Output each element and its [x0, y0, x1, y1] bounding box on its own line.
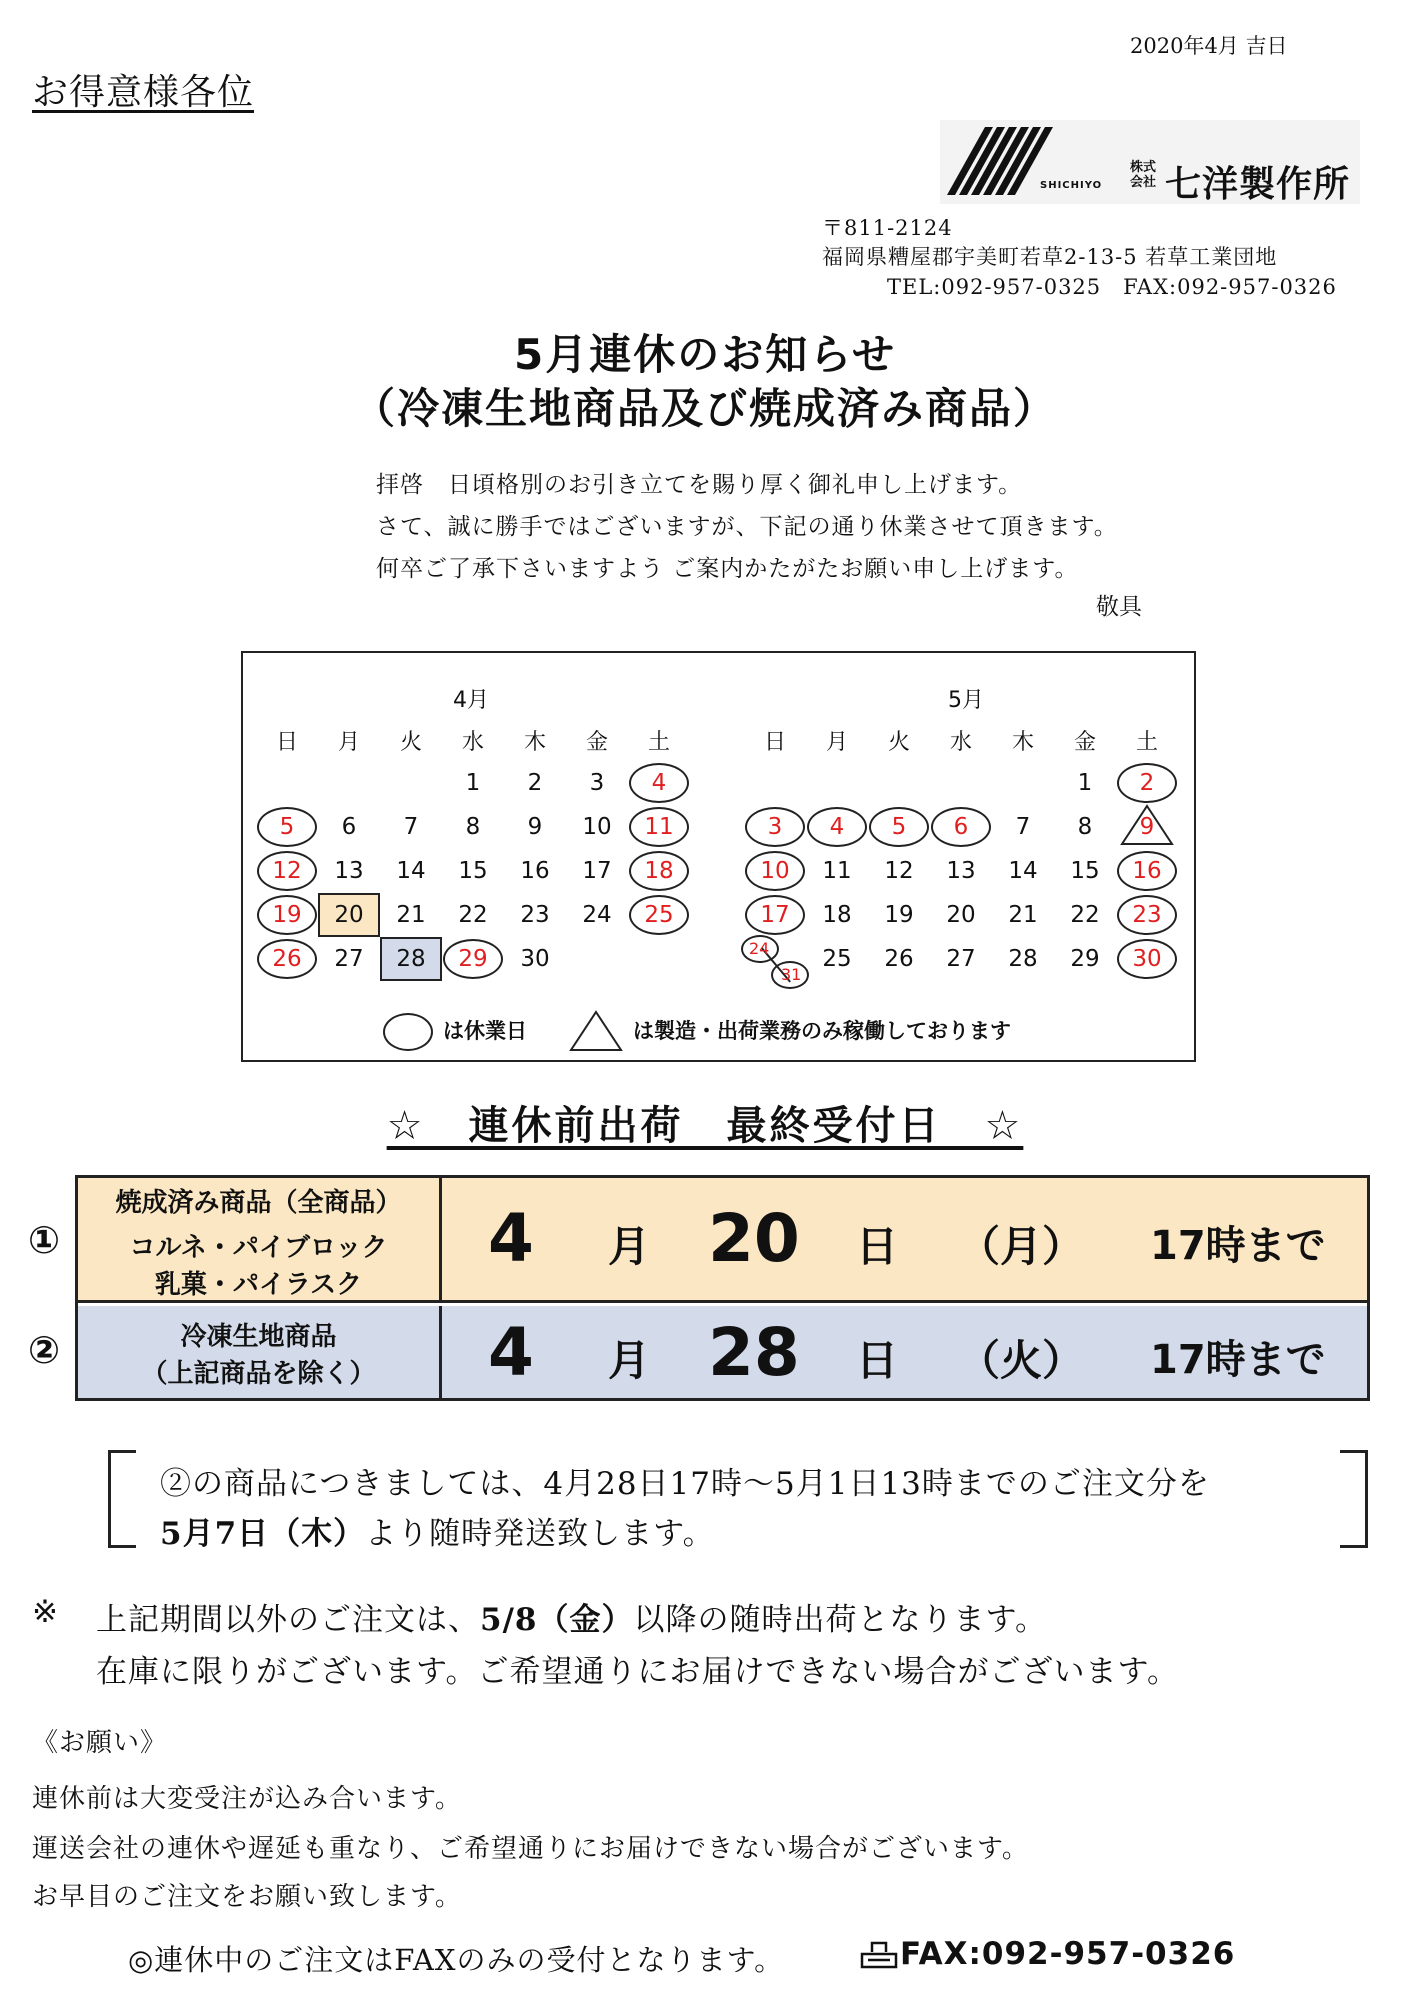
row-number-2: ② — [28, 1328, 61, 1372]
note-line-2: 5月7日（木）より随時発送致します。 — [160, 1516, 715, 1552]
note-bracket-right — [1340, 1450, 1368, 1548]
request-heading: 《お願い》 — [32, 1728, 168, 1758]
calendar-day: 29 — [458, 946, 488, 972]
weekday-header: 土 — [1135, 730, 1158, 755]
calendar-day: 30 — [520, 946, 550, 972]
calendar-day: 7 — [1015, 814, 1031, 840]
calendar-day: 16 — [1132, 858, 1162, 884]
calendar-day: 6 — [341, 814, 357, 840]
letter-line-2: さて、誠に勝手ではございますが、下記の通り休業させて頂きます。 — [376, 514, 1118, 540]
calendar-day: 28 — [1008, 946, 1038, 972]
calendar-day: 4 — [829, 814, 845, 840]
request-line-1: 連休前は大変受注が込み合います。 — [32, 1784, 462, 1814]
calendar-day: 11 — [822, 858, 852, 884]
calendar-day: 25 — [644, 902, 674, 928]
weekday-header: 土 — [647, 730, 670, 755]
combined-day-24-31 — [741, 935, 811, 991]
calendar-day: 2 — [1139, 770, 1155, 796]
note-bracket-left — [108, 1450, 136, 1548]
calendar-day: 24 — [582, 902, 612, 928]
calendar-day: 29 — [1070, 946, 1100, 972]
logo-roman: SHICHIYO — [1040, 180, 1103, 191]
calendar-day: 21 — [396, 902, 426, 928]
calendar-day: 12 — [884, 858, 914, 884]
calendar-day: 13 — [334, 858, 364, 884]
tel-fax: TEL:092-957-0325 FAX:092-957-0326 — [887, 275, 1337, 299]
deadline-row-1 — [78, 1178, 1367, 1303]
calendar-day: 18 — [644, 858, 674, 884]
legend-partial: は製造・出荷業務のみ稼働しております — [633, 1019, 1011, 1043]
weekday-header: 金 — [585, 730, 608, 755]
calendar-day: 15 — [1070, 858, 1100, 884]
calendar-day: 4 — [651, 770, 667, 796]
weekday-header: 木 — [523, 730, 546, 755]
deadline-label-1: 焼成済み商品（全商品） コルネ・パイブロック 乳菓・パイラスク — [78, 1178, 442, 1300]
calendar-day: 9 — [527, 814, 543, 840]
issue-date: 2020年4月 吉日 — [1130, 34, 1288, 58]
legend-triangle-icon — [568, 1009, 624, 1053]
calendar-day: 20 — [334, 902, 364, 928]
calendar-day: 15 — [458, 858, 488, 884]
weekday-header: 火 — [399, 730, 422, 755]
remark-line-1: 上記期間以外のご注文は、5/8（金）以降の随時出荷となります。 — [96, 1602, 1047, 1638]
calendar-day: 22 — [1070, 902, 1100, 928]
calendar-day: 6 — [953, 814, 969, 840]
calendar-day: 18 — [822, 902, 852, 928]
calendar-day: 10 — [760, 858, 790, 884]
company-name: 七洋製作所 — [1165, 164, 1351, 205]
calendar-day: 3 — [767, 814, 783, 840]
deadline-day-unit-2: 日 — [856, 1336, 899, 1385]
calendar-day: 24 — [749, 939, 770, 958]
deadline-time-2: 17時まで — [1150, 1337, 1326, 1383]
calendar-day: 14 — [396, 858, 426, 884]
request-line-3: お早目のご注文をお願い致します。 — [32, 1882, 462, 1912]
deadline-time-1: 17時まで — [1150, 1223, 1326, 1269]
weekday-header: 月 — [825, 730, 848, 755]
calendar-day: 30 — [1132, 946, 1162, 972]
deadline-weekday-2: （火） — [958, 1336, 1085, 1385]
calendar-day: 25 — [822, 946, 852, 972]
calendar-title-april: 4月 — [453, 688, 489, 713]
logo-kabushiki: 株式 会社 — [1130, 160, 1157, 190]
addressee: お得意様各位 — [32, 72, 255, 113]
calendar-day: 14 — [1008, 858, 1038, 884]
calendar-day: 11 — [644, 814, 674, 840]
calendar-day: 13 — [946, 858, 976, 884]
deadline-weekday-1: （月） — [958, 1222, 1085, 1271]
address: 福岡県糟屋郡宇美町若草2-13-5 若草工業団地 — [822, 245, 1278, 269]
letter-line-3: 何卒ご了承下さいますよう ご案内かたがたお願い申し上げます。 — [376, 556, 1079, 582]
weekday-header: 日 — [763, 730, 786, 755]
calendar-day: 20 — [946, 902, 976, 928]
calendar-day: 1 — [465, 770, 481, 796]
deadline-table — [75, 1175, 1370, 1401]
weekday-header: 水 — [949, 730, 972, 755]
calendar-day: 10 — [582, 814, 612, 840]
request-line-2: 運送会社の連休や遅延も重なり、ご希望通りにお届けできない場合がございます。 — [32, 1834, 1029, 1864]
holiday-calendar — [241, 651, 1196, 1062]
calendar-day: 7 — [403, 814, 419, 840]
deadline-month-2: 4 — [488, 1314, 534, 1391]
footer-note: ◎連休中のご注文はFAXのみの受付となります。 — [128, 1943, 785, 1977]
calendar-day: 8 — [465, 814, 481, 840]
calendar-day: 31 — [781, 965, 802, 984]
fax-icon — [860, 1940, 898, 1970]
calendar-day: 3 — [589, 770, 605, 796]
calendar-day: 16 — [520, 858, 550, 884]
calendar-day: 26 — [272, 946, 302, 972]
calendar-day: 5 — [891, 814, 907, 840]
page-subtitle: （冷凍生地商品及び焼成済み商品） — [352, 384, 1057, 433]
postal-code: 〒811-2124 — [822, 216, 953, 240]
deadline-day-unit-1: 日 — [856, 1222, 899, 1271]
remark-line-2: 在庫に限りがございます。ご希望通りにお届けできない場合がございます。 — [96, 1654, 1180, 1690]
note-line-1: ②の商品につきましては、4月28日17時～5月1日13時までのご注文分を — [160, 1466, 1210, 1502]
calendar-day: 12 — [272, 858, 302, 884]
deadline-label-2: 冷凍生地商品 （上記商品を除く） — [78, 1306, 442, 1398]
deadline-month-unit-1: 月 — [608, 1222, 651, 1271]
calendar-day: 5 — [279, 814, 295, 840]
calendar-day: 1 — [1077, 770, 1093, 796]
calendar-day: 28 — [396, 946, 426, 972]
calendar-day: 9 — [1139, 814, 1155, 840]
company-logo — [940, 120, 1360, 204]
deadline-month-1: 4 — [488, 1200, 534, 1277]
weekday-header: 木 — [1011, 730, 1034, 755]
calendar-day: 26 — [884, 946, 914, 972]
deadline-row-2 — [78, 1306, 1367, 1398]
calendar-day: 23 — [1132, 902, 1162, 928]
calendar-day: 27 — [334, 946, 364, 972]
calendar-title-may: 5月 — [948, 688, 984, 713]
letter-line-1: 拝啓 日頃格別のお引き立てを賜り厚く御礼申し上げます。 — [376, 472, 1023, 498]
deadline-heading: ☆ 連休前出荷 最終受付日 ☆ — [386, 1103, 1024, 1149]
calendar-day: 19 — [884, 902, 914, 928]
calendar-day: 19 — [272, 902, 302, 928]
calendar-day: 22 — [458, 902, 488, 928]
calendar-day: 8 — [1077, 814, 1093, 840]
calendar-day: 23 — [520, 902, 550, 928]
weekday-header: 火 — [887, 730, 910, 755]
calendar-day: 17 — [582, 858, 612, 884]
legend-circle-icon — [383, 1013, 433, 1051]
weekday-header: 月 — [337, 730, 360, 755]
weekday-header: 金 — [1073, 730, 1096, 755]
row-number-1: ① — [28, 1218, 61, 1262]
weekday-header: 日 — [275, 730, 298, 755]
footer-fax: FAX:092-957-0326 — [900, 1936, 1236, 1972]
calendar-day: 21 — [1008, 902, 1038, 928]
calendar-day: 2 — [527, 770, 543, 796]
page-title: 5月連休のお知らせ — [514, 330, 896, 379]
deadline-day-2: 28 — [708, 1314, 800, 1391]
calendar-day: 17 — [760, 902, 790, 928]
calendar-day: 27 — [946, 946, 976, 972]
remark-mark: ※ — [32, 1594, 59, 1630]
letter-closing: 敬具 — [1096, 594, 1142, 620]
legend-closed: は休業日 — [443, 1019, 527, 1043]
weekday-header: 水 — [461, 730, 484, 755]
deadline-month-unit-2: 月 — [608, 1336, 651, 1385]
deadline-day-1: 20 — [708, 1200, 800, 1277]
